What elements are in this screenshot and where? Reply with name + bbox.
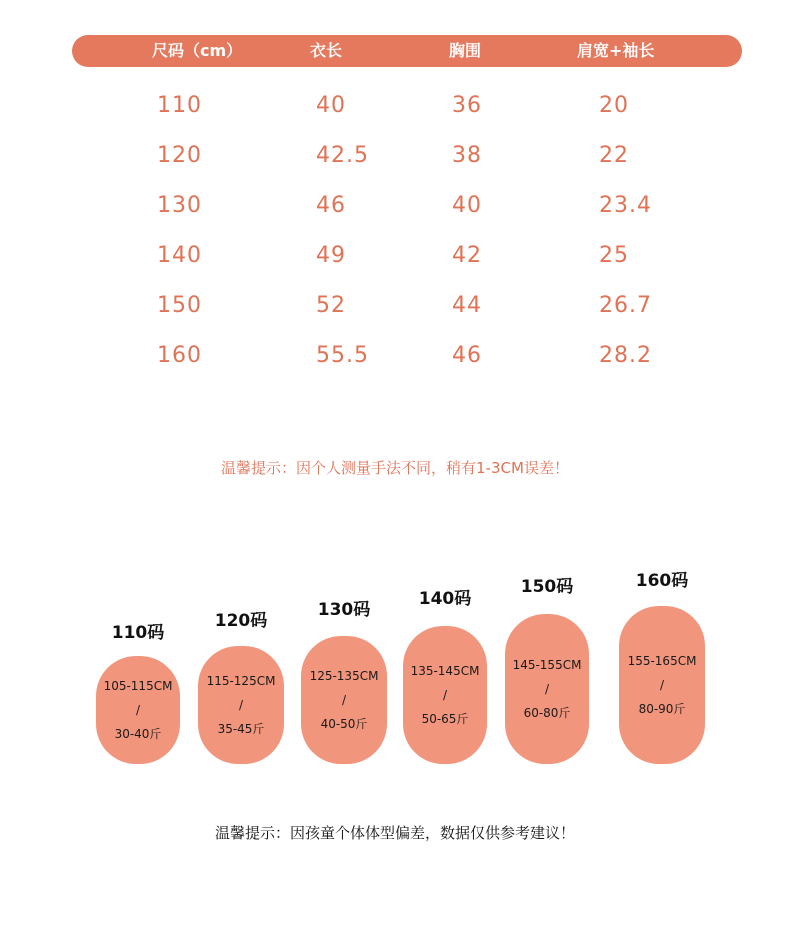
weight-range: 50-65斤 (421, 712, 469, 726)
cell-size: 110 (157, 93, 202, 118)
height-range: 145-155CM (512, 658, 582, 672)
height-range: 125-135CM (309, 669, 379, 683)
separator: / (544, 682, 550, 696)
table-row (0, 286, 790, 326)
size-card-120 (198, 606, 284, 764)
cell-shoulder-sleeve: 22 (599, 143, 629, 168)
header-chest: 胸围 (449, 41, 482, 60)
cell-length: 46 (316, 193, 346, 218)
cell-chest: 46 (452, 343, 482, 368)
size-pill (301, 636, 387, 764)
header-length: 衣长 (310, 41, 343, 60)
separator: / (659, 678, 665, 692)
height-range: 105-115CM (103, 679, 173, 693)
size-label: 140码 (418, 589, 472, 609)
table-row (0, 186, 790, 226)
table-row (0, 336, 790, 376)
cell-chest: 42 (452, 243, 482, 268)
cell-size: 150 (157, 293, 202, 318)
header-size: 尺码（cm） (152, 41, 243, 60)
cell-chest: 36 (452, 93, 482, 118)
weight-range: 60-80斤 (523, 706, 571, 720)
separator: / (341, 693, 347, 707)
cell-size: 130 (157, 193, 202, 218)
table-row (0, 136, 790, 176)
cell-length: 40 (316, 93, 346, 118)
cell-length: 52 (316, 293, 346, 318)
size-label: 150码 (520, 577, 574, 597)
table-row (0, 86, 790, 126)
cell-size: 120 (157, 143, 202, 168)
table-row (0, 236, 790, 276)
height-range: 155-165CM (627, 654, 697, 668)
cell-shoulder-sleeve: 25 (599, 243, 629, 268)
size-card-140 (403, 584, 487, 764)
size-label: 130码 (317, 600, 371, 620)
cell-shoulder-sleeve: 26.7 (599, 293, 652, 318)
height-range: 135-145CM (410, 664, 480, 678)
cell-shoulder-sleeve: 28.2 (599, 343, 652, 368)
size-card-110 (96, 618, 180, 764)
size-pill (198, 646, 284, 764)
weight-range: 35-45斤 (217, 722, 265, 736)
size-label: 160码 (635, 571, 689, 591)
weight-range: 40-50斤 (320, 717, 368, 731)
separator: / (442, 688, 448, 702)
size-card-130 (301, 595, 387, 764)
size-card-160 (619, 566, 705, 764)
size-card-150 (505, 572, 589, 764)
size-pill (403, 626, 487, 764)
weight-range: 30-40斤 (114, 727, 162, 741)
size-label: 120码 (214, 611, 268, 631)
cell-chest: 40 (452, 193, 482, 218)
size-pill (96, 656, 180, 764)
size-table-header (72, 35, 742, 67)
cell-shoulder-sleeve: 23.4 (599, 193, 652, 218)
cell-length: 42.5 (316, 143, 369, 168)
cell-size: 160 (157, 343, 202, 368)
body-type-tip: 温馨提示：因孩童个体体型偏差，数据仅供参考建议！ (214, 824, 575, 842)
height-range: 115-125CM (206, 674, 276, 688)
header-shoulder-sleeve: 肩宽+袖长 (577, 41, 655, 60)
cell-size: 140 (157, 243, 202, 268)
weight-range: 80-90斤 (638, 702, 686, 716)
size-pill (619, 606, 705, 764)
separator: / (238, 698, 244, 712)
cell-length: 55.5 (316, 343, 369, 368)
cell-length: 49 (316, 243, 346, 268)
size-pill (505, 614, 589, 764)
measurement-tip: 温馨提示：因个人测量手法不同，稍有1-3CM误差！ (221, 459, 569, 477)
cell-chest: 38 (452, 143, 482, 168)
size-label: 110码 (111, 623, 165, 643)
cell-shoulder-sleeve: 20 (599, 93, 629, 118)
separator: / (135, 703, 141, 717)
cell-chest: 44 (452, 293, 482, 318)
